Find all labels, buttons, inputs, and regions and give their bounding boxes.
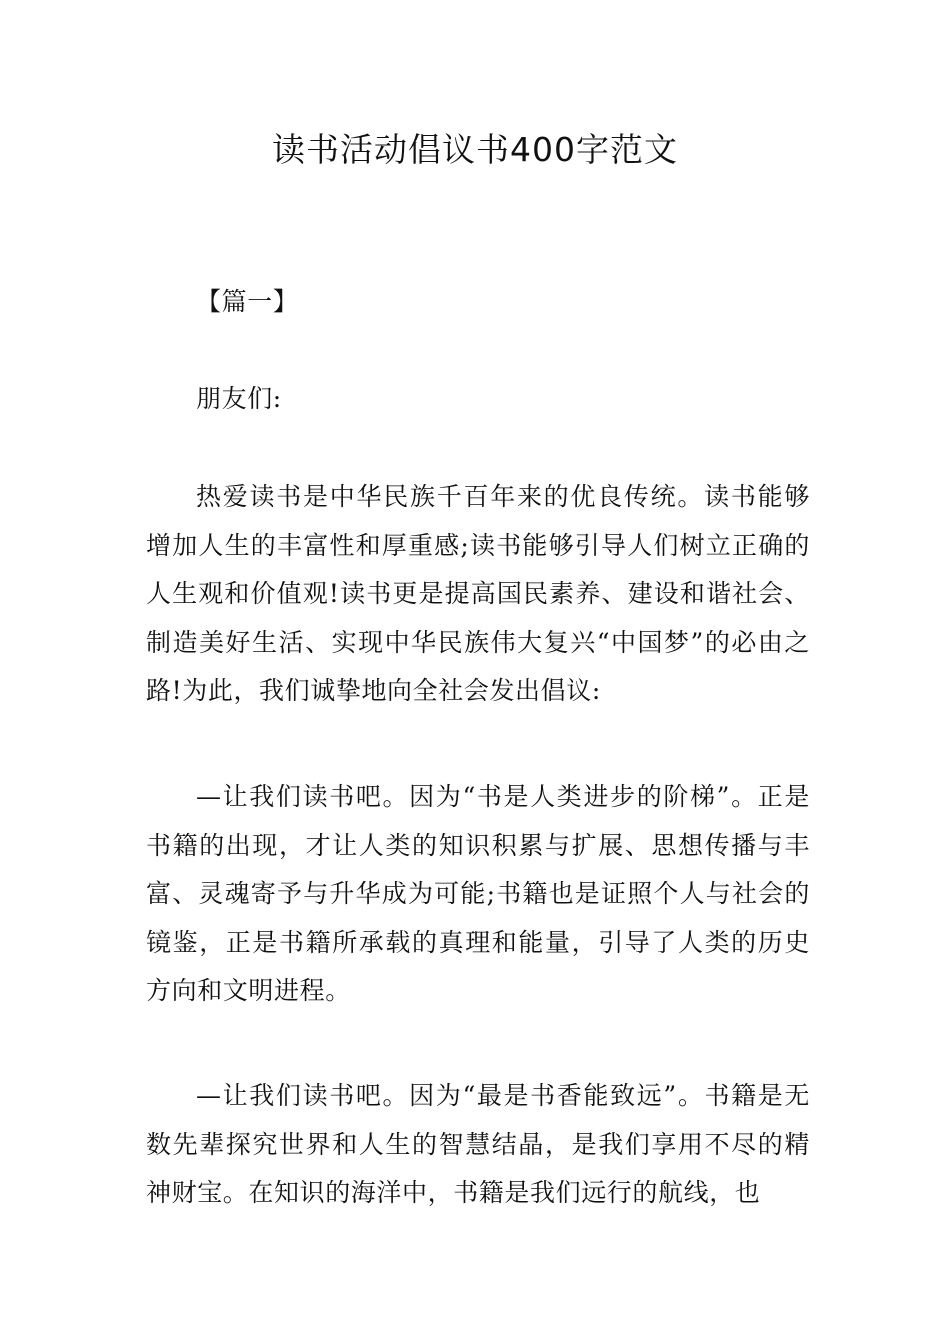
paragraph-3: —让我们读书吧。因为“最是书香能致远”。书籍是无数先辈探究世界和人生的智慧结晶，是我们享用不尽的精神财宝。在知识的海洋中，书籍是我们远行的航线，也 <box>146 1081 810 1207</box>
greeting: 朋友们: <box>196 384 282 413</box>
section-label: 【篇一】 <box>196 287 299 316</box>
paragraph-1: 热爱读书是中华民族千百年来的优良传统。读书能够增加人生的丰富性和厚重感;读书能够引导人们树立正确的人生观和价值观!读书更是提高国民素养、建设和谐社会、制造美好生活、实现中华民族伟大复兴“中国梦”的必由之路!为此，我们诚挚地向全社会发出倡议: <box>146 482 810 705</box>
paragraph-2: —让我们读书吧。因为“书是人类进步的阶梯”。正是书籍的出现，才让人类的知识积累与扩展、思想传播与丰富、灵魂寄予与升华成为可能;书籍也是证照个人与社会的镜鉴，正是书籍所承载的真理和能量，引导了人类的历史方向和文明进程。 <box>146 782 810 1005</box>
document-title: 读书活动倡议书400字范文 <box>272 130 678 169</box>
